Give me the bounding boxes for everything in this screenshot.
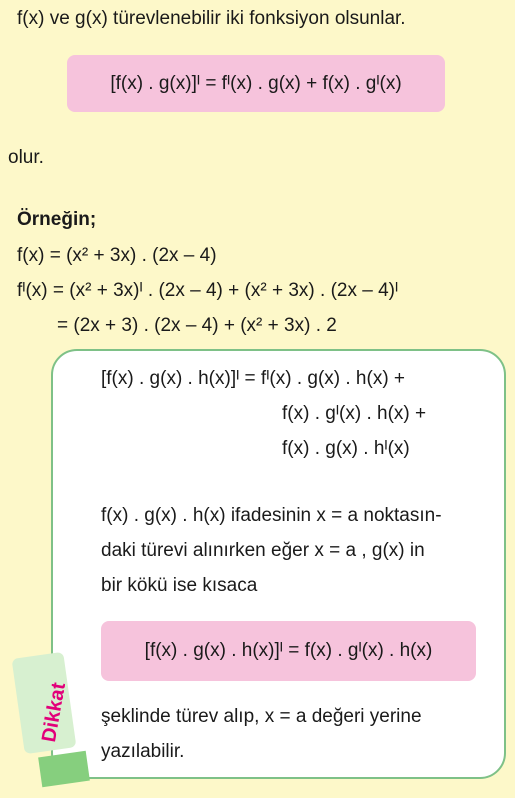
triple-rule-line-1: [f(x) . g(x) . h(x)]ᴵ = fᴵ(x) . g(x) . h(x) + (101, 368, 406, 389)
dikkat-paragraph-2-line-1: şeklinde türev alıp, x = a değeri yerine (101, 706, 422, 727)
product-rule-formula (67, 55, 445, 112)
shortcut-formula-text: [f(x) . g(x) . h(x)]ᴵ = f(x) . gᴵ(x) . h(x) (144, 640, 433, 661)
example-line-2: fᴵ(x) = (x² + 3x)ᴵ . (2x – 4) + (x² + 3x) . (2x – 4)ᴵ (17, 280, 399, 301)
example-line-3: = (2x + 3) . (2x – 4) + (x² + 3x) . 2 (57, 315, 337, 336)
triple-rule-line-2: f(x) . gᴵ(x) . h(x) + (282, 403, 427, 424)
example-heading: Örneğin; (17, 209, 97, 230)
olur-text: olur. (8, 147, 44, 168)
dikkat-paragraph-1-line-1: f(x) . g(x) . h(x) ifadesinin x = a noktasın- (101, 505, 442, 526)
example-line-1: f(x) = (x² + 3x) . (2x – 4) (17, 245, 217, 266)
shortcut-formula (101, 621, 476, 681)
dikkat-tag-foot (38, 751, 90, 787)
dikkat-paragraph-1-line-2: daki türevi alınırken eğer x = a , g(x) in (101, 540, 425, 561)
dikkat-paragraph-2-line-2: yazılabilir. (101, 741, 185, 762)
intro-text: f(x) ve g(x) türevlenebilir iki fonksiyon olsunlar. (17, 8, 406, 29)
dikkat-tag-label: Dikkat (38, 680, 71, 744)
triple-rule-line-3: f(x) . g(x) . hᴵ(x) (282, 438, 410, 459)
product-rule-formula-text: [f(x) . g(x)]ᴵ = fᴵ(x) . g(x) + f(x) . gᴵ(x) (110, 72, 402, 94)
dikkat-paragraph-1-line-3: bir kökü ise kısaca (101, 575, 258, 596)
